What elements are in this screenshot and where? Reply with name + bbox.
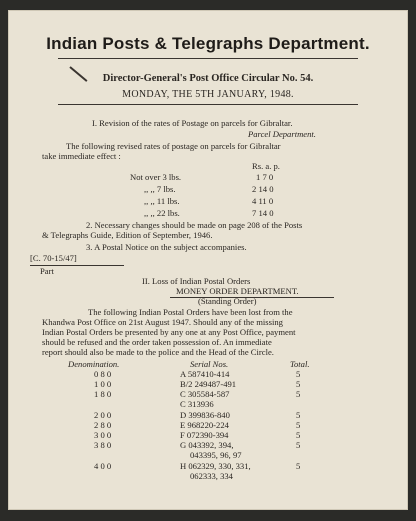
body-line: Khandwa Post Office on 21st August 1947. Should any of the missing (42, 317, 283, 327)
row-denomination: 1 0 0 (94, 379, 112, 389)
header-total: Total. (290, 359, 310, 369)
file-reference: [C. 70-15/47] (30, 253, 77, 263)
section1-subheading: Parcel Department. (248, 129, 316, 139)
row-denomination: 2 8 0 (94, 420, 112, 430)
rate-amount: 7 14 0 (252, 208, 274, 218)
row-serial: A 587410-414 (180, 369, 230, 379)
note2-line1: 2. Necessary changes should be made on page 208 of the Posts (86, 220, 303, 230)
body-line: Indian Postal Orders be presented by any one at any Post Office, payment (42, 327, 296, 337)
row-denomination: 3 0 0 (94, 430, 112, 440)
section2-department: MONEY ORDER DEPARTMENT. (176, 286, 299, 296)
body-line: should be refused and the order taken possession of. An immediate (42, 337, 272, 347)
row-serial: 062333, 334 (190, 471, 233, 481)
row-total: 5 (296, 440, 301, 450)
row-serial: F 072390-394 (180, 430, 229, 440)
row-denomination: 2 0 0 (94, 410, 112, 420)
rate-weight: ,, ,, 7 lbs. (144, 184, 176, 194)
row-serial: H 062329, 330, 331, (180, 461, 251, 471)
rate-amount: 1 7 0 (256, 172, 274, 182)
department-title: Indian Posts & Telegraphs Department. (46, 34, 370, 53)
rate-column-headers: Rs. a. p. (252, 161, 280, 171)
rate-amount: 4 11 0 (252, 196, 274, 206)
header-serial: Serial Nos. (190, 359, 229, 369)
note3: 3. A Postal Notice on the subject accompanies. (86, 242, 247, 252)
section1-heading: I. Revision of the rates of Postage on parcels for Gibraltar. (92, 118, 293, 128)
section1-intro-line2: take immediate effect : (42, 151, 121, 161)
row-serial: C 313936 (180, 399, 214, 409)
section2-heading: II. Loss of Indian Postal Orders (142, 276, 251, 286)
row-serial: C 305584-587 (180, 389, 230, 399)
section1-intro-line1: The following revised rates of postage on parcels for Gibraltar (66, 141, 281, 151)
standing-order: (Standing Order) (198, 296, 257, 306)
row-denomination: 0 8 0 (94, 369, 112, 379)
header-denomination: Denomination. (68, 359, 120, 369)
row-total: 5 (296, 379, 301, 389)
row-total: 5 (296, 369, 301, 379)
body-line: The following Indian Postal Orders have been lost from the (88, 307, 293, 317)
row-total: 5 (296, 461, 301, 471)
row-denomination: 3 8 0 (94, 440, 112, 450)
row-serial: G 043392, 394, (180, 440, 234, 450)
title-rule (58, 58, 358, 59)
row-serial: 043395, 96, 97 (190, 450, 242, 460)
row-denomination: 4 0 0 (94, 461, 112, 471)
row-denomination: 1 8 0 (94, 389, 112, 399)
circular-number: Director-General's Post Office Circular No. 54. (102, 73, 314, 84)
date-rule (58, 104, 358, 105)
rate-amount: 2 14 0 (252, 184, 274, 194)
rate-weight: Not over 3 lbs. (130, 172, 182, 182)
row-total: 5 (296, 430, 301, 440)
note2-line2: & Telegraphs Guide, Edition of September, 1946. (42, 230, 213, 240)
body-line: report should also be made to the police and the Head of the Circle. (42, 347, 274, 357)
row-total: 5 (296, 420, 301, 430)
rate-weight: ,, ,, 11 lbs. (144, 196, 180, 206)
rate-weight: ,, ,, 22 lbs. (144, 208, 180, 218)
row-serial: B/2 249487-491 (180, 379, 237, 389)
circular-date: MONDAY, THE 5TH JANUARY, 1948. (122, 89, 294, 100)
document-page (8, 10, 408, 510)
row-serial: D 399836-840 (180, 410, 230, 420)
row-total: 5 (296, 389, 301, 399)
part-label: Part (40, 266, 54, 276)
row-serial: E 968220-224 (180, 420, 229, 430)
row-total: 5 (296, 410, 301, 420)
